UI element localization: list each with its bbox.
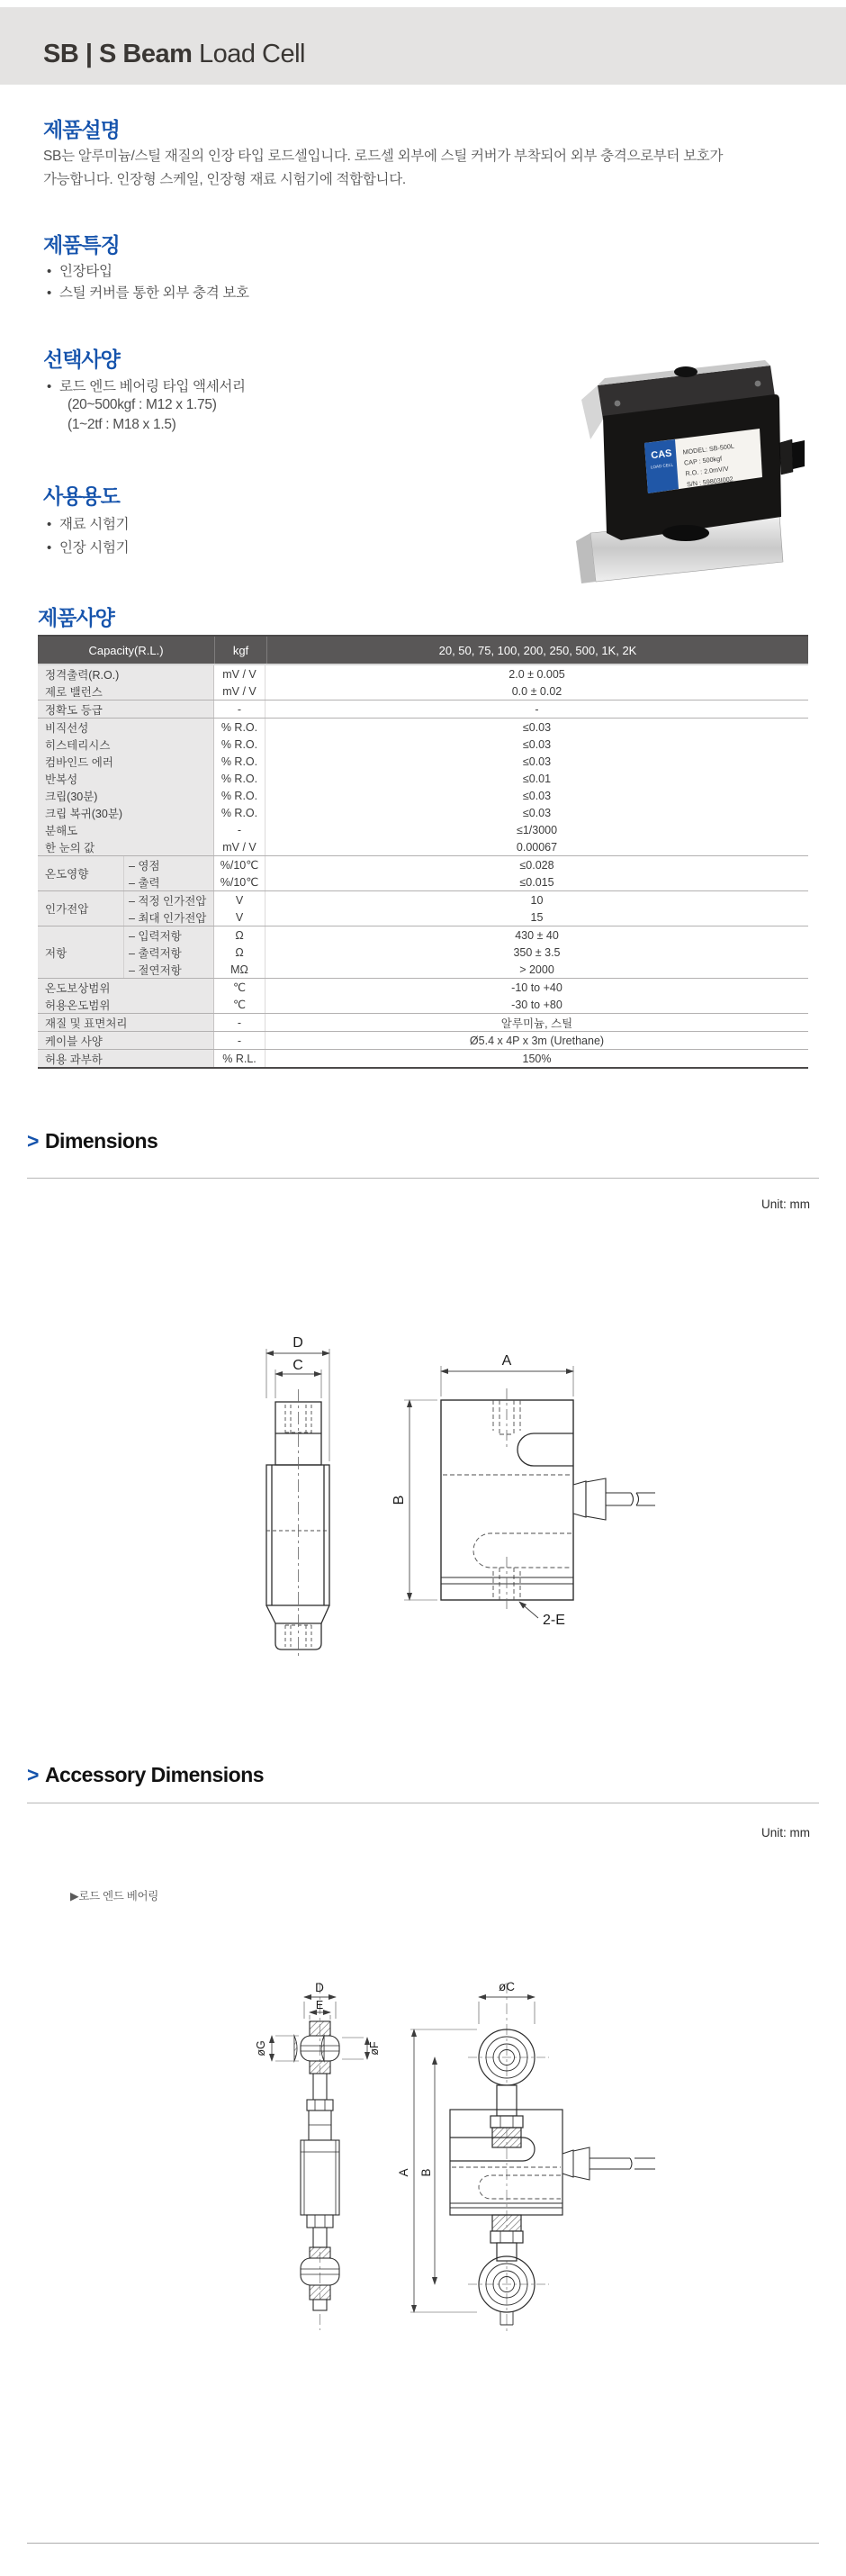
- spec-group-label: 온도영향: [38, 856, 124, 890]
- spec-row-unit: -: [237, 1016, 242, 1029]
- spec-row-value: ≤0.015: [519, 875, 554, 889]
- spec-row-value: 350 ± 3.5: [513, 945, 561, 959]
- spec-row-unit: V: [235, 893, 244, 907]
- spec-table-group: [38, 855, 808, 890]
- spec-row-label: – 입력저항: [129, 929, 182, 943]
- spec-row-label: – 출력: [129, 876, 160, 890]
- photo-brand-sub-text: LOAD CELL: [650, 462, 674, 470]
- spec-value-column: [266, 700, 808, 718]
- accessory-side-view: [294, 2021, 339, 2310]
- spec-row-unit: ℃: [232, 981, 247, 994]
- spec-table-group: [38, 1031, 808, 1049]
- spec-row-labels: [38, 979, 214, 1013]
- option-item: • 로드 엔드 베어링 타입 액세서리: [47, 375, 246, 395]
- spec-unit-column: [214, 719, 266, 855]
- spec-row-value: ≤1/3000: [516, 823, 558, 836]
- spec-row-unit: % R.O.: [220, 772, 258, 785]
- spec-row-label: – 영점: [129, 859, 160, 872]
- spec-row-label: 크립(30분): [45, 790, 98, 803]
- spec-table-group: [38, 1013, 808, 1031]
- spec-row-unit: -: [237, 1034, 242, 1047]
- description-line-1: SB는 알루미늄/스틸 재질의 인장 타입 로드셀입니다. 로드셀 외부에 스틸 커버가 부착되어 외부 충격으로부터 보호가: [43, 149, 724, 164]
- spec-table-header: [38, 637, 808, 664]
- section-title-spec: 제품사양: [38, 606, 114, 629]
- spec-row-value: Ø5.4 x 4P x 3m (Urethane): [469, 1034, 605, 1047]
- spec-unit-column: [214, 665, 266, 700]
- photo-cable-plug: [792, 440, 805, 469]
- spec-row-value: ≤0.03: [522, 755, 552, 768]
- spec-row-value: > 2000: [519, 963, 554, 976]
- spec-row-label: – 출력저항: [129, 946, 182, 960]
- spec-row-label: 정격출력(R.O.): [45, 668, 120, 682]
- side-view-outline: [266, 1402, 329, 1650]
- dim-leader-2e: [519, 1602, 538, 1618]
- front-view-bottom-lines: [441, 1577, 573, 1584]
- acc-label-f: øF: [368, 2041, 381, 2056]
- spec-row-label: – 최대 인가전압: [129, 911, 207, 925]
- accessory-unit-note: Unit: mm: [761, 1826, 810, 1839]
- spec-value-column: [266, 719, 808, 855]
- spec-table-group: [38, 718, 808, 855]
- spec-row-label: 분해도: [45, 824, 78, 837]
- photo-bottom-boss: [662, 525, 709, 541]
- spec-unit-column: [214, 926, 266, 978]
- spec-row-label: 재질 및 표면처리: [45, 1017, 128, 1030]
- page-title: [43, 40, 305, 69]
- spec-row-label: – 적정 인가전압: [129, 894, 207, 908]
- section-title-applications: 사용용도: [43, 484, 120, 508]
- spec-row-value: ≤0.03: [522, 806, 552, 819]
- spec-row-value: ≤0.03: [522, 720, 552, 734]
- acc-label-c: øC: [499, 1980, 515, 1993]
- accessory-drawing: [252, 1972, 657, 2341]
- spec-sub-labels: [124, 856, 214, 890]
- dim-label-d: D: [292, 1335, 303, 1351]
- spec-row-unit: % R.O.: [220, 789, 258, 802]
- spec-row-value: 0.00067: [516, 840, 558, 854]
- spec-row-unit: Ω: [235, 928, 244, 942]
- spec-row-unit: Ω: [235, 945, 244, 959]
- spec-row-unit: % R.O.: [220, 806, 258, 819]
- application-item: • 재료 시험기: [47, 513, 129, 533]
- spec-unit-column: [214, 700, 266, 718]
- spec-row-value: -30 to +80: [511, 998, 562, 1011]
- acc-label-d: D: [315, 1981, 324, 1994]
- dim-label-2e: 2-E: [543, 1613, 565, 1628]
- spec-row-label: 비직선성: [45, 721, 89, 735]
- dimensions-drawing: [207, 1256, 657, 1661]
- spec-group-label: 저항: [38, 926, 124, 978]
- spec-header-capacity: Capacity(R.L.): [38, 637, 215, 664]
- acc-label-e: E: [315, 1999, 324, 2011]
- dimensions-unit-note: Unit: mm: [761, 1198, 810, 1211]
- feature-item: • 스틸 커버를 통한 외부 충격 보호: [47, 282, 249, 302]
- spec-row-unit: % R.L.: [222, 1052, 256, 1065]
- accessory-heading: [27, 1763, 264, 1787]
- spec-unit-column: [214, 979, 266, 1013]
- section-title-description: 제품설명: [43, 118, 120, 141]
- spec-row-label: 제로 밸런스: [45, 685, 103, 699]
- spec-row-value: ≤0.01: [522, 772, 552, 785]
- svg-text:CAP : 500kgf: CAP : 500kgf: [683, 454, 723, 467]
- page-title-model: SB | S Beam: [43, 40, 193, 68]
- page-header-band: [0, 7, 846, 85]
- chevron-icon: >: [27, 1129, 39, 1152]
- spec-row-unit: V: [235, 910, 244, 924]
- photo-cable-gland: [779, 439, 793, 475]
- front-view-body: [441, 1400, 573, 1600]
- option-subline: (1~2tf : M18 x 1.5): [68, 417, 176, 432]
- spec-row-value: 15: [530, 910, 544, 924]
- spec-row-value: 0.0 ± 0.02: [511, 684, 562, 698]
- spec-row-label: 히스테리시스: [45, 738, 111, 752]
- svg-text:S/N : 59803I002: S/N : 59803I002: [686, 475, 734, 489]
- spec-row-value: -10 to +40: [511, 981, 562, 994]
- front-view-cable: [573, 1478, 655, 1520]
- spec-value-column: [266, 926, 808, 978]
- spec-value-column: [266, 891, 808, 926]
- rod-end-bearing-caption: ▶로드 엔드 베어링: [70, 1890, 159, 1903]
- section-title-options: 선택사양: [43, 348, 120, 371]
- spec-value-column: [266, 856, 808, 890]
- spec-header-values: 20, 50, 75, 100, 200, 250, 500, 1K, 2K: [438, 643, 637, 657]
- accessory-front-hidden: [452, 2167, 561, 2199]
- spec-table-group: [38, 700, 808, 718]
- spec-value-column: [266, 1050, 808, 1067]
- spec-row-labels: [38, 665, 214, 700]
- accessory-front-dims: [410, 1997, 549, 2312]
- acc-label-g: øG: [255, 2040, 267, 2056]
- spec-row-unit: MΩ: [230, 963, 248, 976]
- front-view-hidden-lines: [443, 1400, 572, 1600]
- spec-row-unit: -: [237, 823, 242, 836]
- spec-row-value: 430 ± 40: [515, 928, 559, 942]
- spec-row-unit: mV / V: [222, 684, 256, 698]
- spec-row-unit: %/10℃: [220, 859, 259, 872]
- spec-group-label: 인가전압: [38, 891, 124, 926]
- spec-row-label: – 절연저항: [129, 963, 182, 977]
- spec-table-group: [38, 890, 808, 926]
- spec-row-value: ≤0.03: [522, 789, 552, 802]
- spec-row-unit: -: [237, 702, 242, 716]
- spec-value-column: [266, 1032, 808, 1049]
- spec-row-value: 10: [530, 893, 544, 907]
- option-subline: (20~500kgf : M12 x 1.75): [68, 397, 217, 412]
- spec-row-labels: [38, 719, 214, 855]
- spec-row-label: 허용온도범위: [45, 999, 111, 1012]
- chevron-icon: >: [27, 1763, 39, 1786]
- photo-cap-screw: [615, 401, 621, 407]
- spec-table-group: [38, 664, 808, 700]
- dimensions-divider: [27, 1178, 819, 1179]
- spec-unit-column: [214, 1014, 266, 1031]
- front-view-top-slot: [518, 1433, 573, 1466]
- spec-row-labels: [38, 700, 214, 718]
- spec-row-unit: ℃: [232, 999, 247, 1011]
- svg-text:R.O. : 2.0mV/V: R.O. : 2.0mV/V: [685, 464, 730, 478]
- svg-text:MODEL: SB-500L: MODEL: SB-500L: [682, 441, 735, 456]
- spec-row-value: ≤0.028: [519, 858, 554, 872]
- accessory-cable: [562, 2147, 655, 2180]
- spec-row-label: 컴바인드 에러: [45, 755, 113, 769]
- application-item: • 인장 시험기: [47, 537, 129, 556]
- spec-row-labels: [38, 1050, 214, 1067]
- footer-divider: [27, 2543, 819, 2544]
- product-photo: [565, 357, 806, 592]
- page-title-type: Load Cell: [192, 40, 305, 68]
- dim-label-a: A: [501, 1353, 512, 1369]
- dimensions-heading-text: Dimensions: [44, 1129, 158, 1152]
- spec-row-value: 150%: [522, 1052, 552, 1065]
- spec-row-unit: mV / V: [222, 840, 256, 854]
- spec-unit-column: [214, 1032, 266, 1049]
- spec-row-label: 반복성: [45, 773, 78, 786]
- spec-row-unit: mV / V: [222, 667, 256, 681]
- spec-unit-column: [214, 891, 266, 926]
- spec-row-label: 크립 복귀(30분): [45, 807, 123, 820]
- description-line-2: 가능합니다. 인장형 스케일, 인장형 재료 시험기에 적합합니다.: [43, 172, 406, 187]
- spec-unit-column: [214, 1050, 266, 1067]
- photo-cap-screw: [755, 381, 761, 387]
- spec-row-label: 허용 과부하: [45, 1053, 103, 1066]
- spec-table-group: [38, 978, 808, 1013]
- spec-row-unit: % R.O.: [220, 737, 258, 751]
- section-title-features: 제품특징: [43, 233, 120, 257]
- spec-row-value: ≤0.03: [522, 737, 552, 751]
- accessory-heading-text: Accessory Dimensions: [44, 1763, 265, 1786]
- spec-value-column: [266, 1014, 808, 1031]
- spec-row-unit: %/10℃: [220, 876, 259, 889]
- acc-label-b: B: [419, 2168, 433, 2177]
- spec-table-body: [38, 664, 808, 1067]
- spec-table-group: [38, 1049, 808, 1067]
- feature-item: • 인장타입: [47, 260, 112, 280]
- spec-row-value: -: [535, 702, 539, 716]
- spec-unit-column: [214, 856, 266, 890]
- accessory-front-view: [450, 2029, 562, 2325]
- spec-row-value: 2.0 ± 0.005: [508, 667, 565, 681]
- front-view-dims: [404, 1366, 573, 1600]
- spec-header-unit: kgf: [215, 637, 267, 664]
- dimensions-heading: [27, 1129, 158, 1153]
- spec-table-group: [38, 926, 808, 978]
- spec-row-value: 알루미늄, 스틸: [500, 1017, 573, 1030]
- spec-row-labels: [38, 1014, 214, 1031]
- spec-row-unit: % R.O.: [220, 755, 258, 768]
- spec-row-unit: % R.O.: [220, 720, 258, 734]
- spec-row-label: 온도보상범위: [45, 981, 111, 995]
- photo-brand-text: CAS: [650, 447, 673, 462]
- spec-row-label: 케이블 사양: [45, 1035, 103, 1048]
- spec-table: [38, 635, 808, 1069]
- acc-label-a: A: [397, 2168, 410, 2177]
- spec-value-column: [266, 979, 808, 1013]
- spec-row-label: 한 눈의 값: [45, 841, 95, 854]
- spec-row-label: 정확도 등급: [45, 703, 103, 717]
- spec-row-labels: [38, 1032, 214, 1049]
- spec-sub-labels: [124, 926, 214, 978]
- spec-value-column: [266, 665, 808, 700]
- dim-label-c: C: [292, 1358, 303, 1373]
- dim-label-b: B: [392, 1495, 407, 1505]
- photo-cap-hole: [674, 366, 698, 377]
- spec-sub-labels: [124, 891, 214, 926]
